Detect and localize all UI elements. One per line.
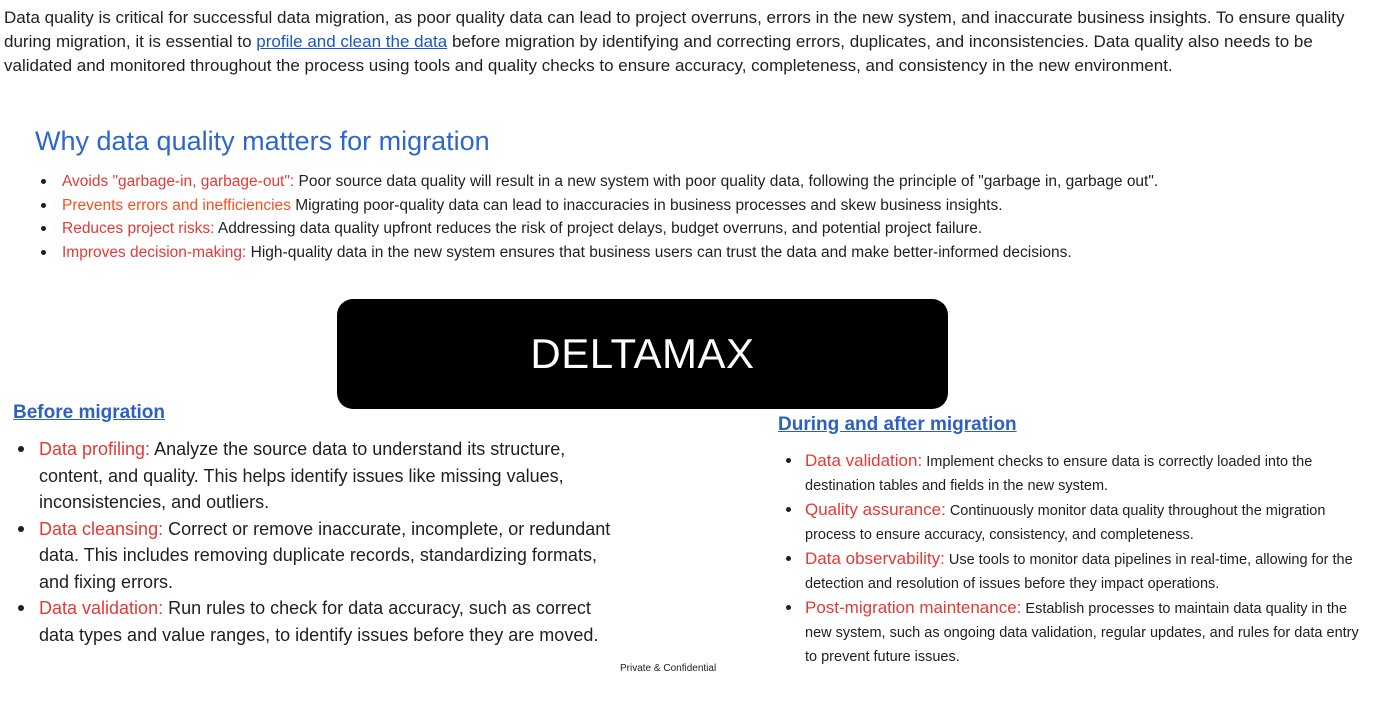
list-item-desc: Run rules to check for data accuracy, such as correct data types and value ranges, to identify issues before they are moved. <box>39 598 599 645</box>
list-item <box>17 595 627 648</box>
list-item-term: Data cleansing: <box>39 518 164 539</box>
list-item-desc: Migrating poor-quality data can lead to inaccuracies in business processes and skew business insights. <box>290 196 1003 214</box>
profile-clean-link[interactable]: profile and clean the data <box>256 32 448 51</box>
confidential-mark: Private & Confidential <box>620 663 717 674</box>
list-item <box>40 194 1340 218</box>
list-item <box>40 241 1340 265</box>
list-item-desc: Poor source data quality will result in a new system with poor quality data, following the principle of "garbage in, garbage out". <box>294 173 1159 190</box>
list-item <box>17 516 627 596</box>
intro-text-after: before migration by identifying and correcting errors, duplicates, and inconsistencies. Data quality also needs to be validated and monitored throughout the process using tools and quality checks to ensure accuracy, completeness, and consistency in the new environment. <box>4 32 1313 75</box>
banner-text: DELTAMAX <box>530 330 755 377</box>
list-item-term: Improves decision-making: <box>62 243 247 261</box>
list-item <box>40 170 1340 194</box>
list-item-term: Data profiling: <box>39 439 151 459</box>
list-item-term: Avoids "garbage-in, garbage-out": <box>62 173 295 190</box>
before-migration-title[interactable]: Before migration <box>13 402 166 423</box>
during-after-migration-title[interactable]: During and after migration <box>778 414 1017 435</box>
list-item <box>784 498 1364 547</box>
list-item-desc: Addressing data quality upfront reduces the risk of project delays, budget overruns, and potential project failure. <box>214 220 983 237</box>
list-item <box>40 217 1340 241</box>
list-item-desc: Use tools to monitor data pipelines in real-time, allowing for the detection and resolution of issues before they impact operations. <box>805 552 1353 592</box>
deltamax-banner <box>337 299 948 409</box>
during-after-migration-list <box>784 449 1364 669</box>
list-item-desc: Implement checks to ensure data is correctly loaded into the destination tables and fields in the new system. <box>805 454 1313 494</box>
before-migration-list <box>17 436 627 648</box>
list-item-term: Quality assurance: <box>805 500 946 519</box>
list-item <box>784 449 1364 498</box>
intro-paragraph <box>4 6 1370 78</box>
why-list <box>40 170 1340 264</box>
list-item <box>17 436 627 516</box>
list-item-term: Data observability: <box>805 549 945 568</box>
list-item <box>784 547 1364 596</box>
list-item <box>784 596 1364 669</box>
list-item-term: Data validation: <box>805 451 923 470</box>
list-item-desc: Continuously monitor data quality throughout the migration process to ensure accuracy, consistency, and completeness. <box>805 503 1326 543</box>
why-section-title: Why data quality matters for migration <box>35 126 490 156</box>
list-item-term: Data validation: <box>39 598 164 618</box>
list-item-term: Prevents errors and inefficiencies <box>62 196 291 214</box>
list-item-desc: Establish processes to maintain data quality in the new system, such as ongoing data validation, regular updates, and rules for data entry to prevent future issues. <box>805 601 1359 665</box>
list-item-term: Post-migration maintenance: <box>805 598 1022 617</box>
list-item-term: Reduces project risks: <box>62 220 215 237</box>
list-item-desc: Correct or remove inaccurate, incomplete, or redundant data. This includes removing duplicate records, standardizing formats, and fixing errors. <box>39 518 611 592</box>
intro-text-before: Data quality is critical for successful data migration, as poor quality data can lead to project overruns, errors in the new system, and inaccurate business insights. To ensure quality during migration, it is essential to <box>4 8 1345 51</box>
list-item-desc: Analyze the source data to understand its structure, content, and quality. This helps identify issues like missing values, inconsistencies, and outliers. <box>39 439 566 512</box>
list-item-desc: High-quality data in the new system ensures that business users can trust the data and make better-informed decisions. <box>246 243 1072 261</box>
